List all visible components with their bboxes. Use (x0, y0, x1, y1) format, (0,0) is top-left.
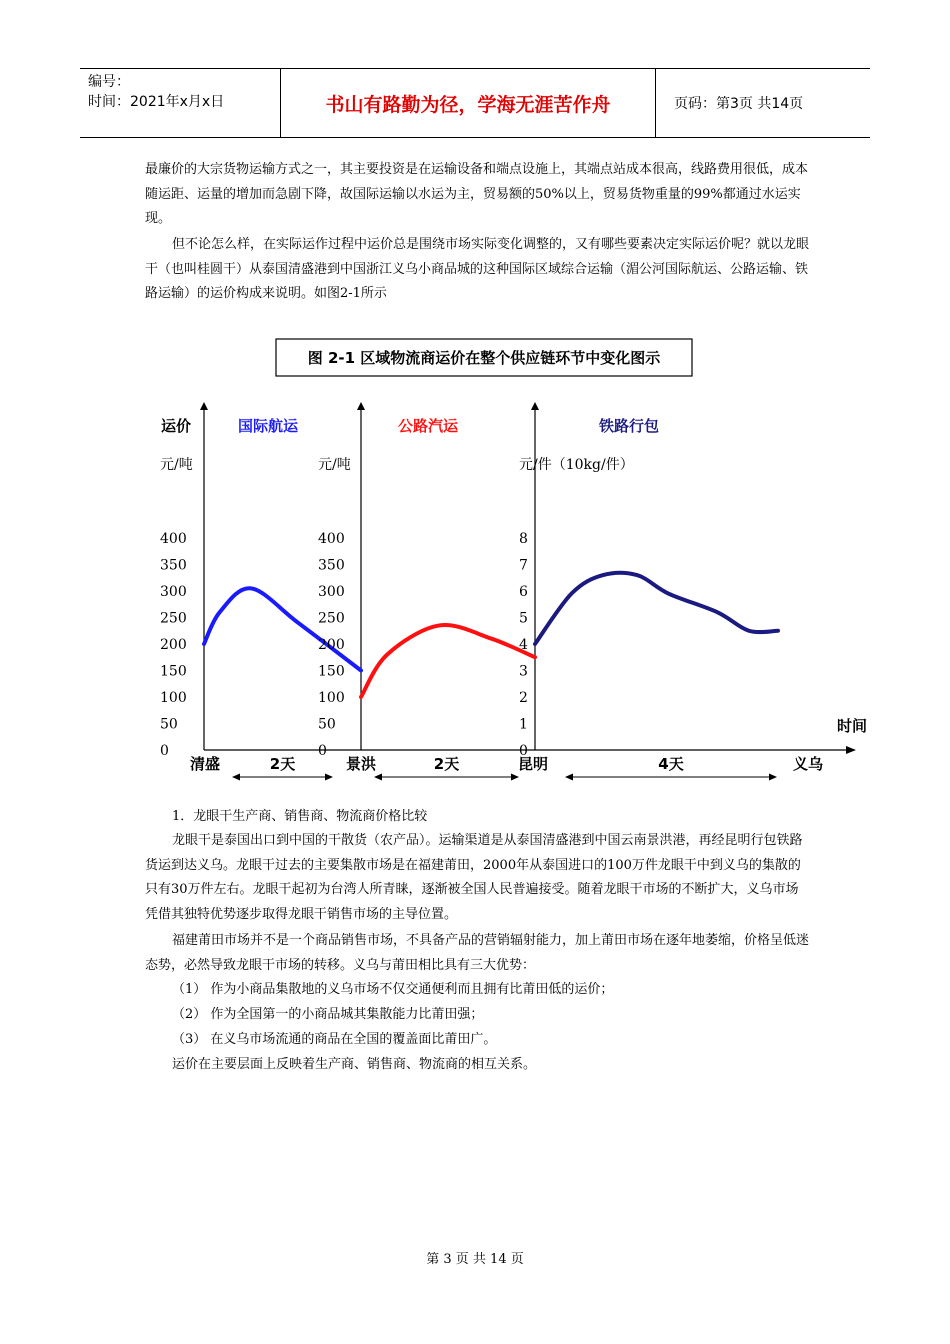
place-label: 昆明 (517, 755, 549, 773)
list-item-1: （1） 作为小商品集散地的义乌市场不仅交通便利而且拥有比莆田低的运价； (172, 982, 614, 997)
duration-label: 2天 (269, 755, 296, 773)
y-tick-label: 150 (318, 663, 345, 680)
duration-arrow-head (511, 774, 519, 781)
y-tick-label: 5 (519, 610, 528, 627)
paragraph-4: 福建莆田市场并不是一个商品销售市场，不具备产品的营销辐射能力，加上莆田市场在逐年地萎缩，价格呈低迷态势，必然导致龙眼干市场的转移。义乌与莆田相比具有三大优势： (145, 933, 810, 973)
y-tick-label: 0 (519, 743, 528, 759)
code-label: 编号： (88, 74, 130, 90)
y-tick-label: 400 (160, 531, 187, 547)
y-tick-label: 300 (318, 584, 345, 600)
page-footer: 第 3 页 共 14 页 (426, 1252, 524, 1267)
y-tick-label: 250 (160, 610, 187, 627)
segment-unit-1: 元/吨 (160, 457, 193, 473)
place-label: 景洪 (345, 755, 377, 773)
y-tick-label: 0 (160, 743, 169, 759)
y-tick-label: 0 (318, 743, 327, 759)
paragraph-1: 最廉价的大宗货物运输方式之一，其主要投资是在运输设备和端点设施上，其端点站成本很高，线路费用很低，成本随运距、运量的增加而急剧下降，故国际运输以水运为主，贸易额的50%以上，贸易货物重量的99%都通过水运实现。 (145, 162, 809, 226)
list-item-2: （2） 作为全国第一的小商品城其集散能力比莆田强； (172, 1007, 484, 1022)
y-tick-label: 350 (160, 557, 187, 574)
x-axis-label: 时间 (836, 717, 868, 735)
section-heading-1: 1．龙眼干生产商、销售商、物流商价格比较 (172, 809, 428, 824)
duration-label: 4天 (658, 755, 684, 773)
y-tick-label: 2 (519, 690, 528, 706)
y-tick-label: 3 (519, 663, 528, 680)
y-axis-arrow-3 (531, 402, 539, 410)
y-tick-label: 7 (519, 557, 528, 574)
y-tick-label: 250 (318, 610, 345, 627)
y-tick-label: 150 (160, 663, 187, 680)
y-tick-label: 100 (160, 690, 187, 706)
segment-unit-3: 元/件（10kg/件） (519, 457, 634, 473)
y-tick-label: 100 (318, 690, 345, 706)
duration-arrow-head (325, 774, 333, 781)
place-label: 清盛 (189, 755, 221, 773)
y-tick-label: 200 (160, 637, 187, 653)
header-motto: 书山有路勤为径，学海无涯苦作舟 (281, 69, 656, 137)
series-line-1 (204, 588, 361, 670)
y-axis-arrow-2 (357, 402, 365, 410)
series-line-2 (361, 625, 535, 697)
place-label: 义乌 (792, 755, 824, 773)
duration-arrow-head (232, 774, 240, 781)
paragraph-2: 但不论怎么样，在实际运作过程中运价总是围绕市场实际变化调整的，又有哪些要素决定实际运价呢？就以龙眼干（也叫桂圆干）从泰国清盛港到中国浙江义乌小商品城的这种国际区域综合运输（湄公河国际航运、公路运输、铁路运输）的运价构成来说明。如图2-1所示 (145, 237, 810, 301)
y-tick-label: 300 (160, 584, 187, 600)
y-tick-label: 1 (519, 716, 528, 733)
duration-arrow-head (565, 774, 573, 781)
y-tick-label: 50 (160, 716, 178, 733)
y-tick-label: 200 (318, 637, 345, 653)
segment-name-2: 公路汽运 (397, 417, 459, 435)
duration-arrow-head (769, 774, 777, 781)
y-tick-label: 6 (519, 584, 528, 600)
duration-label: 2天 (433, 755, 460, 773)
series-line-3 (535, 573, 778, 644)
x-axis-arrow (846, 746, 856, 754)
chart-title: 图 2-1 区域物流商运价在整个供应链环节中变化图示 (307, 349, 661, 367)
segment-name-1: 国际航运 (237, 417, 299, 435)
duration-arrow-head (374, 774, 382, 781)
paragraph-3: 龙眼干是泰国出口到中国的干散货（农产品）。运输渠道是从泰国清盛港到中国云南景洪港，再经昆明行包铁路货运到达义乌。龙眼干过去的主要集散市场是在福建莆田，2000年从泰国进口的100万件龙眼干中到义乌的集散的只有30万件左右。龙眼干起初为台湾人所青睐，逐渐被全国人民普遍接受。随着龙眼干市场的不断扩大，义乌市场凭借其独特优势逐步取得龙眼干销售市场的主导位置。 (145, 833, 803, 922)
y-tick-label: 50 (318, 716, 336, 733)
y-tick-label: 4 (519, 637, 528, 653)
paragraph-5: 运价在主要层面上反映着生产商、销售商、物流商的相互关系。 (172, 1057, 537, 1072)
page-info-text: 页码：第3页 共14页 (674, 96, 804, 112)
y-tick-label: 350 (318, 557, 345, 574)
y-axis-label: 运价 (160, 417, 192, 435)
list-item-3: （3） 在义乌市场流通的商品在全国的覆盖面比莆田广。 (172, 1032, 497, 1047)
y-tick-label: 400 (318, 531, 345, 547)
segment-unit-2: 元/吨 (318, 457, 351, 473)
time-label: 时间：2021年x月x日 (88, 94, 225, 110)
y-tick-label: 8 (519, 531, 528, 547)
y-axis-arrow-1 (200, 402, 208, 410)
segment-name-3: 铁路行包 (598, 417, 660, 435)
